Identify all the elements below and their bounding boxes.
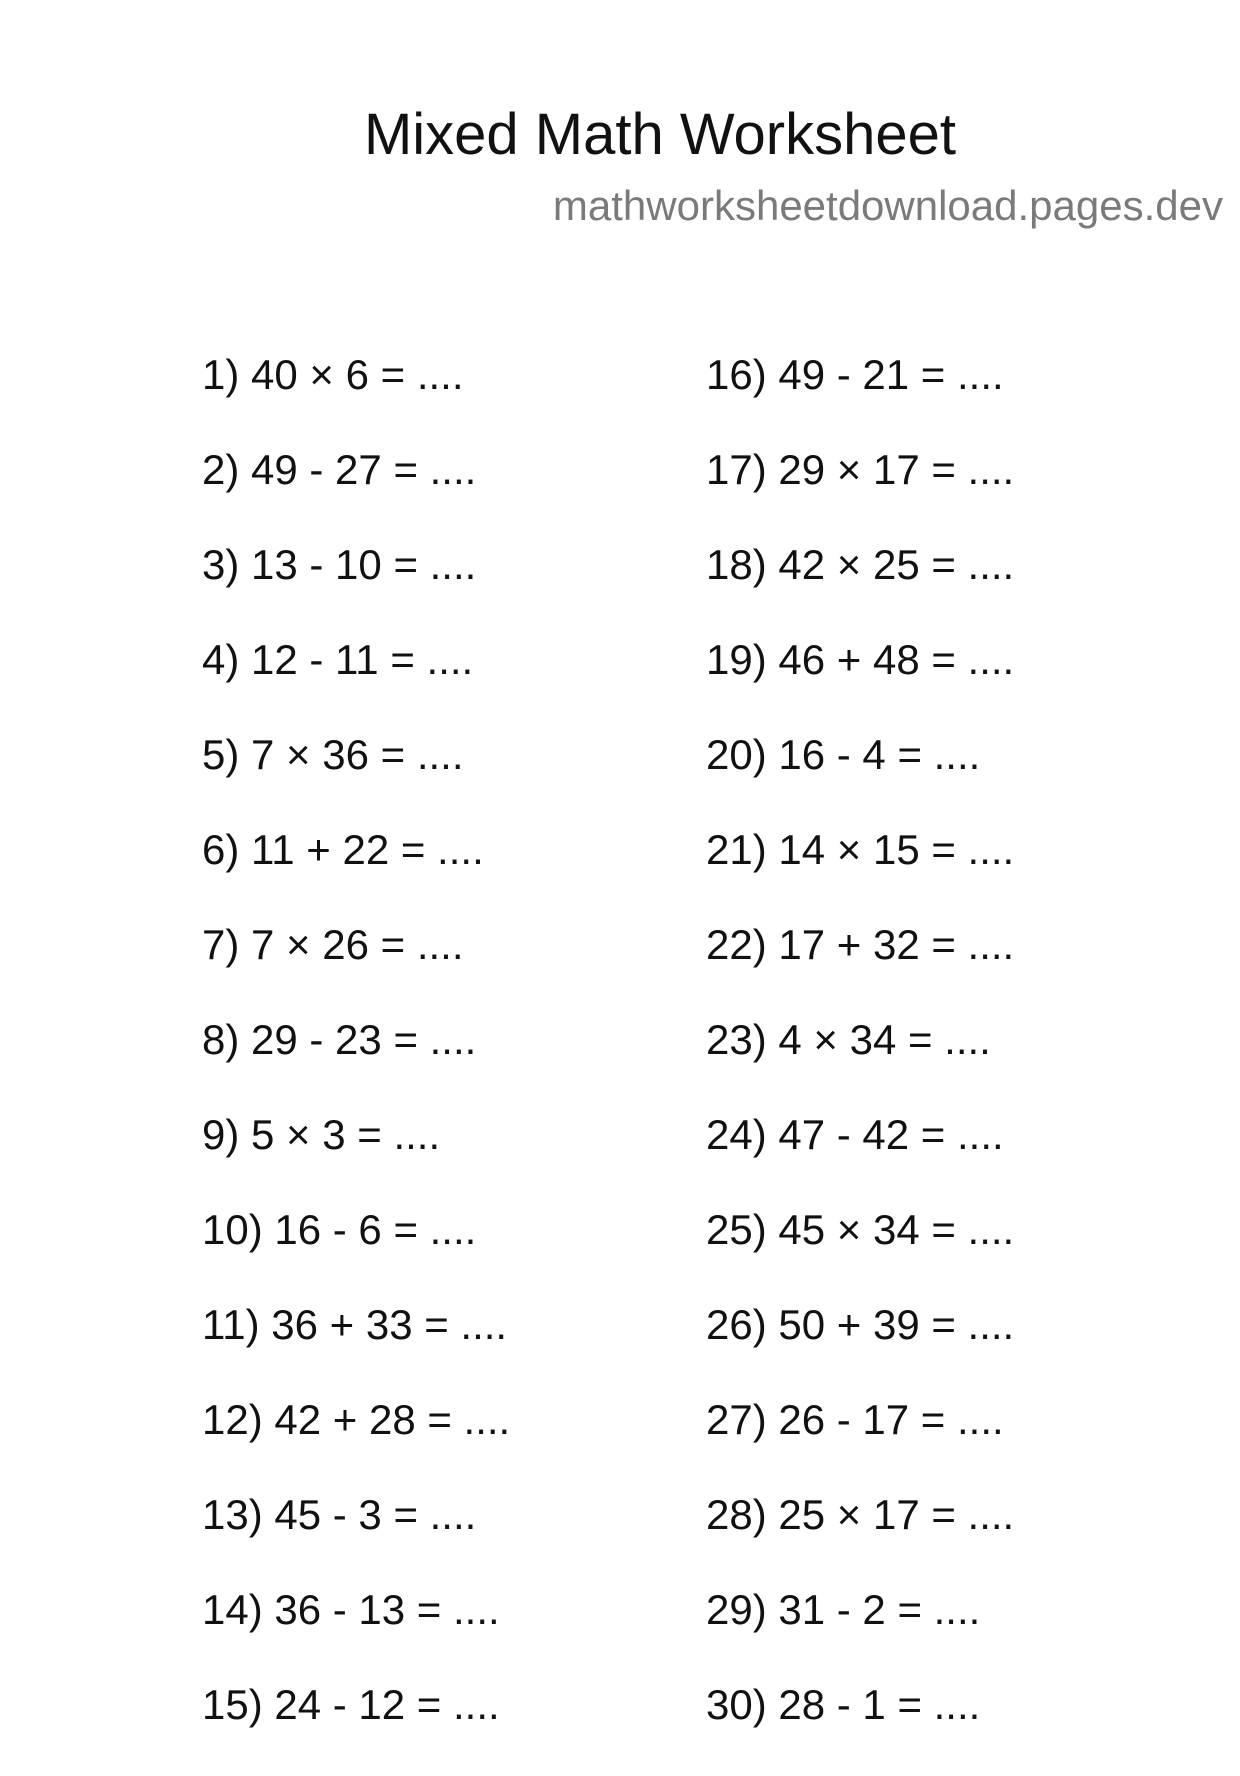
problem-item: 1) 40 × 6 = .... <box>202 351 464 398</box>
problem-column-left <box>202 351 510 1776</box>
problem-item: 28) 25 × 17 = .... <box>706 1491 1015 1538</box>
problem-item: 11) 36 + 33 = .... <box>202 1301 508 1348</box>
problem-item: 7) 7 × 26 = .... <box>202 921 464 968</box>
problem-item: 5) 7 × 36 = .... <box>202 731 464 778</box>
problem-item: 22) 17 + 32 = .... <box>706 921 1015 968</box>
problem-item: 26) 50 + 39 = .... <box>706 1301 1015 1348</box>
problem-item: 6) 11 + 22 = .... <box>202 826 484 873</box>
problem-item: 14) 36 - 13 = .... <box>202 1586 500 1633</box>
problem-item: 13) 45 - 3 = .... <box>202 1491 477 1538</box>
problem-item: 12) 42 + 28 = .... <box>202 1396 511 1443</box>
problem-column-right <box>706 351 1014 1776</box>
problem-item: 9) 5 × 3 = .... <box>202 1111 441 1158</box>
problem-item: 23) 4 × 34 = .... <box>706 1016 991 1063</box>
problem-item: 8) 29 - 23 = .... <box>202 1016 477 1063</box>
page-title: Mixed Math Worksheet <box>363 102 957 167</box>
problem-item: 2) 49 - 27 = .... <box>202 446 477 493</box>
problem-item: 18) 42 × 25 = .... <box>706 541 1015 588</box>
problem-item: 25) 45 × 34 = .... <box>706 1206 1015 1253</box>
problem-item: 15) 24 - 12 = .... <box>202 1681 500 1728</box>
problem-item: 17) 29 × 17 = .... <box>706 446 1015 493</box>
problem-item: 19) 46 + 48 = .... <box>706 636 1015 683</box>
problem-item: 16) 49 - 21 = .... <box>706 351 1004 398</box>
site-url: mathworksheetdownload.pages.dev <box>552 182 1223 229</box>
problem-item: 20) 16 - 4 = .... <box>706 731 981 778</box>
problem-item: 27) 26 - 17 = .... <box>706 1396 1004 1443</box>
problem-item: 21) 14 × 15 = .... <box>706 826 1015 873</box>
problem-item: 29) 31 - 2 = .... <box>706 1586 981 1633</box>
problem-item: 3) 13 - 10 = .... <box>202 541 477 588</box>
problem-item: 24) 47 - 42 = .... <box>706 1111 1004 1158</box>
problem-item: 10) 16 - 6 = .... <box>202 1206 477 1253</box>
problem-item: 4) 12 - 11 = .... <box>202 636 474 683</box>
problem-item: 30) 28 - 1 = .... <box>706 1681 981 1728</box>
